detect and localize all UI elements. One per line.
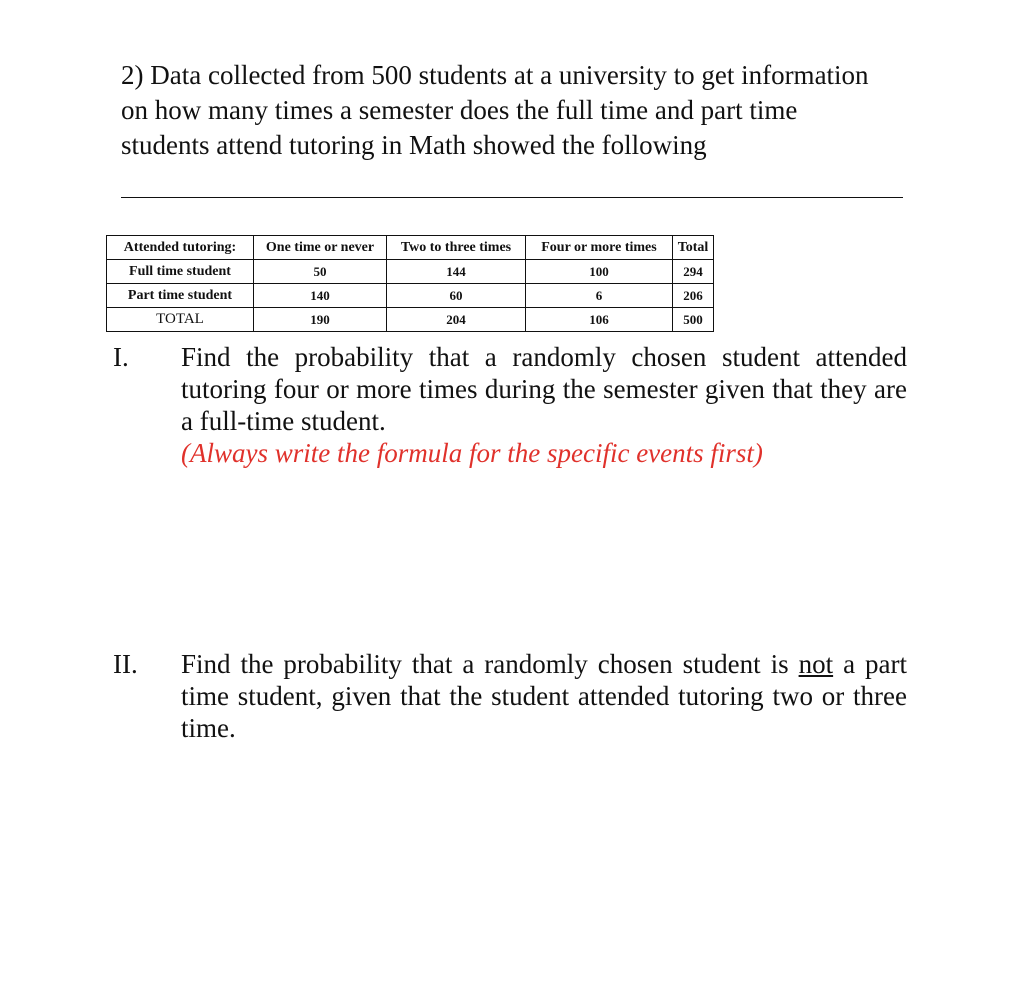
table-cell: 204 (387, 308, 526, 332)
table-cell: 100 (526, 260, 673, 284)
question-1-number: I. (113, 342, 129, 372)
table-cell: 60 (387, 284, 526, 308)
question-1-text: Find the probability that a randomly chosen student attended tutoring four or more times during the semester given that they are a full-time student. (181, 342, 907, 436)
table-row (107, 260, 714, 284)
question-2-body (113, 648, 907, 744)
question-1 (113, 341, 907, 469)
header-cell: Attended tutoring: (107, 236, 254, 260)
header-cell: Total (673, 236, 714, 260)
question-2 (113, 648, 907, 744)
tutoring-table (106, 235, 714, 332)
table-cell: 144 (387, 260, 526, 284)
table-row (107, 284, 714, 308)
table-cell: 190 (254, 308, 387, 332)
question-2-number: II. (113, 649, 138, 679)
row-label: TOTAL (107, 308, 254, 332)
section-divider (121, 197, 903, 198)
header-cell: Four or more times (526, 236, 673, 260)
intro-paragraph: 2) Data collected from 500 students at a university to get information on how many times a semester does the full time and part time students attend tutoring in Math showed the following (121, 60, 869, 160)
table-cell: 6 (526, 284, 673, 308)
question-2-text-before: Find the probability that a randomly chosen student is (181, 649, 799, 679)
table-cell: 500 (673, 308, 714, 332)
header-cell: Two to three times (387, 236, 526, 260)
row-label: Full time student (107, 260, 254, 284)
question-1-note: (Always write the formula for the specific events first) (181, 438, 763, 468)
table-cell: 50 (254, 260, 387, 284)
question-2-text-after: a part time student, given that the student attended tutoring two or three time. (181, 649, 907, 743)
table-row (107, 308, 714, 332)
row-label: Part time student (107, 284, 254, 308)
question-2-underlined-word: not (798, 649, 834, 679)
table-cell: 294 (673, 260, 714, 284)
question-1-body (113, 341, 907, 437)
table-header-row (107, 236, 714, 260)
table-cell: 106 (526, 308, 673, 332)
table-cell: 206 (673, 284, 714, 308)
table-cell: 140 (254, 284, 387, 308)
header-cell: One time or never (254, 236, 387, 260)
